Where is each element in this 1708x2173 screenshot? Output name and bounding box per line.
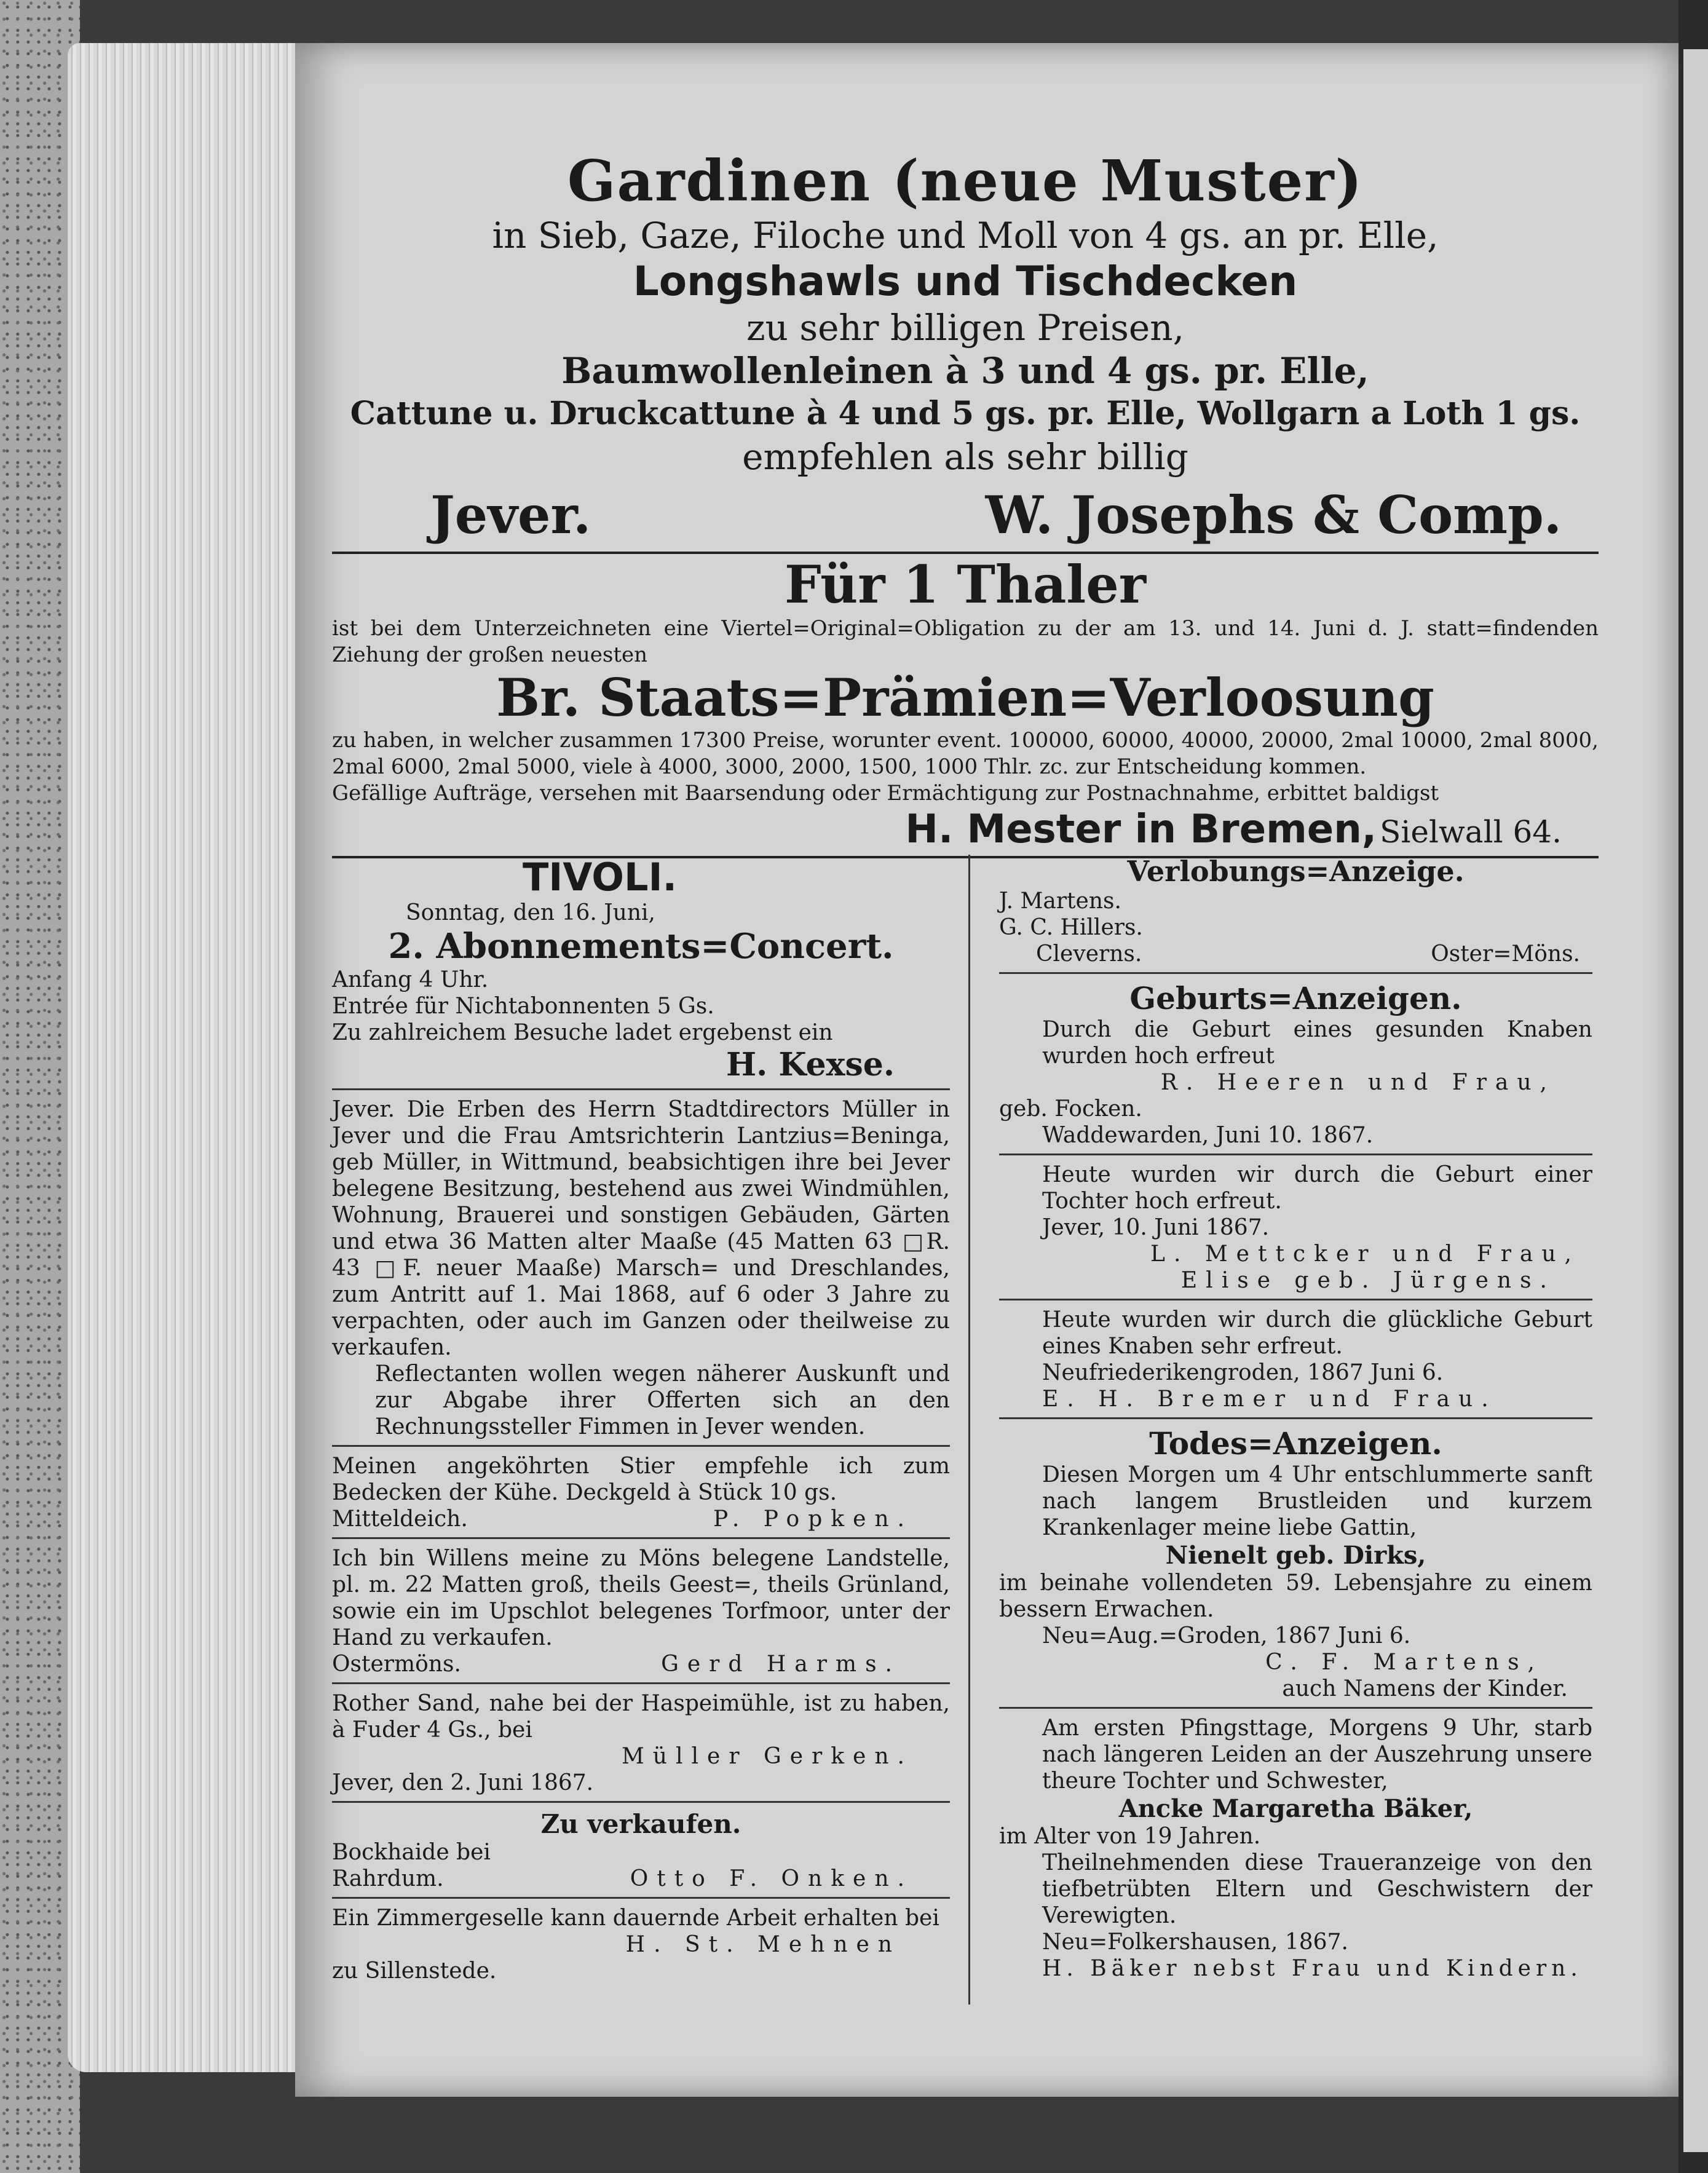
births-title: Geburts=Anzeigen.: [1129, 980, 1462, 1016]
job-place: zu Sillenstede.: [332, 1958, 497, 1984]
birth-notice-1: [999, 1016, 1592, 1155]
death-1-sign: C. F. Martens,: [1265, 1650, 1543, 1675]
deaths-title: Todes=Anzeigen.: [1149, 1425, 1442, 1462]
left-column: [332, 855, 950, 1984]
death-notice-1: [999, 1462, 1592, 1709]
land-name: Gerd Harms.: [661, 1652, 901, 1677]
engagement-place-1: Cleverns.: [1036, 941, 1142, 967]
job-ad: [332, 1905, 950, 1984]
engagement-ad: [999, 855, 1592, 974]
sale-ad: [332, 1809, 950, 1899]
page-stack: [68, 43, 301, 2072]
death-2-text: Am ersten Pfingsttage, Morgens 9 Uhr, starb nach längeren Leiden an der Auszehrung unsere theure Tochter und Schwester,: [1042, 1716, 1592, 1794]
death-2-sign: H. Bäker nebst Frau und Kindern.: [1042, 1956, 1583, 1981]
engagement-place-2: Oster=Möns.: [1431, 941, 1580, 967]
lottery-title: Für 1 Thaler: [784, 554, 1147, 615]
stier-text: Meinen angeköhrten Stier empfehle ich zum Bedecken der Kühe. Deckgeld à Stück 10 gs.: [332, 1454, 950, 1505]
births-section: [999, 980, 1592, 1419]
ad-line-1: in Sieb, Gaze, Filoche und Moll von 4 gs. an pr. Elle,: [492, 215, 1439, 256]
birth-2-text: Heute wurden wir durch die Geburt einer Tochter hoch erfreut.: [1042, 1162, 1592, 1214]
birth-1-date: Waddewarden, Juni 10. 1867.: [1042, 1123, 1374, 1148]
birth-2-date: Jever, 10. Juni 1867.: [1042, 1215, 1270, 1240]
land-sign-row: [332, 1651, 950, 1677]
estate-p1: Jever. Die Erben des Herrn Stadtdirectors Müller in Jever und die Frau Amtsrichterin Lantzius=Beninga, geb Müller, in Wittmund, beabsichtigen ihre bei Jever belegene Besitzung, bestehend aus zwei Windmühlen, Wohnung, Brauerei und sonstigen Gebäuden, Gärten und etwa 36 Matten alter Maaße (45 Matten 63 □R. 43 □F. neuer Maaße) Marsch= und Dreschlandes, zum Antritt auf 1. Mai 1868, auf 6 oder 3 Jahre zu verpachten, oder auch im Ganzen oder theilweise zu verkaufen.: [332, 1097, 950, 1360]
ad-title: Gardinen (neue Muster): [567, 148, 1364, 214]
birth-notice-2: [999, 1162, 1592, 1300]
sale-title: Zu verkaufen.: [540, 1809, 741, 1839]
ad-line-5: Cattune u. Druckcattune à 4 und 5 gs. pr. Elle, Wollgarn a Loth 1 gs.: [350, 395, 1581, 432]
tivoli-title: TIVOLI.: [523, 855, 678, 900]
ad-line-2: Longshawls und Tischdecken: [633, 258, 1298, 305]
death-1-sign-2: auch Namens der Kinder.: [1282, 1676, 1568, 1701]
land-text: Ich bin Willens meine zu Möns belegene Landstelle, pl. m. 22 Matten groß, theils Geest=, theils Grünland, sowie ein im Upschlot belegenes Torfmoor, unter der Hand zu verkaufen.: [332, 1546, 950, 1650]
tivoli-invite: Zu zahlreichem Besuche ladet ergebenst ein: [332, 1020, 833, 1045]
stier-sign-row: [332, 1506, 950, 1532]
engagement-places: [999, 941, 1592, 967]
sand-text: Rother Sand, nahe bei der Haspeimühle, ist zu haben, à Fuder 4 Gs., bei: [332, 1691, 950, 1743]
estate-ad: [332, 1096, 950, 1447]
sale-sign-row: [332, 1866, 950, 1892]
tivoli-entry: Entrée für Nichtabonnenten 5 Gs.: [332, 994, 714, 1019]
birth-1-text: Durch die Geburt eines gesunden Knaben wurden hoch erfreut: [1042, 1017, 1592, 1069]
sale-name: Otto F. Onken.: [630, 1866, 913, 1891]
estate-p2: Reflectanten wollen wegen näherer Auskunft und zur Abgabe ihrer Offerten sich an den Rechnungssteller Fimmen in Jever wenden.: [375, 1361, 950, 1439]
birth-3-name: E. H. Bremer und Frau.: [1042, 1387, 1497, 1412]
job-text: Ein Zimmergeselle kann dauernde Arbeit erhalten bei: [332, 1906, 939, 1931]
tivoli-date: Sonntag, den 16. Juni,: [406, 900, 656, 925]
lottery-signature-name: H. Mester in Bremen,: [905, 807, 1377, 852]
tivoli-sign: H. Kexse.: [726, 1046, 895, 1083]
stier-name: P. Popken.: [713, 1506, 913, 1532]
ad-place: Jever.: [430, 485, 591, 545]
sale-item: Bockhaide bei: [332, 1840, 491, 1865]
death-2-name: Ancke Margaretha Bäker,: [1118, 1794, 1473, 1823]
ad-line-4: Baumwollenleinen à 3 und 4 gs. pr. Elle,: [561, 350, 1369, 392]
header-advertisement: [332, 148, 1599, 858]
death-2-text-2: Theilnehmenden diese Traueranzeige von den tiefbetrübten Eltern und Geschwistern der Verewigten.: [1042, 1850, 1592, 1928]
death-1-date: Neu=Aug.=Groden, 1867 Juni 6.: [1042, 1623, 1411, 1649]
job-name: H. St. Mehnen: [625, 1932, 901, 1957]
ad-line-3: zu sehr billigen Preisen,: [746, 307, 1185, 349]
land-ad: [332, 1545, 950, 1684]
lottery-text-3: Gefällige Aufträge, versehen mit Baarsendung oder Ermächtigung zur Postnachnahme, erbittet baldigst: [332, 781, 1439, 805]
column-divider: [968, 855, 970, 2005]
death-notice-2: [999, 1715, 1592, 1982]
tivoli-ad: [332, 855, 950, 1090]
lottery-text-2: zu haben, in welcher zusammen 17300 Preise, worunter event. 100000, 60000, 40000, 20000, 2mal 10000, 2mal 8000, 2mal 6000, 2mal 5000, viele à 4000, 3000, 2000, 1500, 1000 Thlr. zc. zur Entscheidung kommen.: [332, 728, 1599, 779]
sand-name: Müller Gerken.: [621, 1744, 913, 1769]
death-1-text-2: im beinahe vollendeten 59. Lebensjahre zu einem bessern Erwachen.: [999, 1570, 1592, 1622]
right-column: [999, 855, 1592, 1982]
birth-3-date: Neufriederikengroden, 1867 Juni 6.: [1042, 1360, 1444, 1385]
sand-date: Jever, den 2. Juni 1867.: [332, 1770, 594, 1795]
sand-ad: [332, 1690, 950, 1803]
engagement-name-2: G. C. Hillers.: [999, 915, 1143, 940]
birth-notice-3: [999, 1307, 1592, 1419]
deaths-section: [999, 1425, 1592, 1982]
birth-2-nee: Elise geb. Jürgens.: [1180, 1268, 1556, 1293]
birth-2-name: L. Mettcker und Frau,: [1150, 1241, 1580, 1267]
ad-signature-row: [332, 478, 1599, 545]
death-1-name: Nienelt geb. Dirks,: [1165, 1541, 1426, 1570]
death-2-place: Neu=Folkershausen, 1867.: [1042, 1930, 1348, 1955]
engagement-name-1: J. Martens.: [999, 889, 1121, 914]
ad-line-6: empfehlen als sehr billig: [742, 436, 1188, 478]
death-2-age: im Alter von 19 Jahren.: [999, 1824, 1261, 1849]
death-1-text: Diesen Morgen um 4 Uhr entschlummerte sanft nach langem Brustleiden und kurzem Krankenlager meine liebe Gattin,: [1042, 1462, 1592, 1540]
stier-ad: [332, 1453, 950, 1539]
birth-1-name: R. Heeren und Frau,: [1160, 1070, 1556, 1095]
lottery-text-1: ist bei dem Unterzeichneten eine Viertel=Original=Obligation zu der am 13. und 14. Juni d. J. statt=findenden Ziehung der großen neuesten: [332, 616, 1599, 667]
land-place: Ostermöns.: [332, 1652, 461, 1677]
birth-3-text: Heute wurden wir durch die glückliche Geburt eines Knaben sehr erfreut.: [1042, 1307, 1592, 1359]
lottery-signature-address: Sielwall 64.: [1380, 814, 1562, 850]
lottery-signature: [332, 807, 1599, 852]
birth-1-nee: geb. Focken.: [999, 1096, 1142, 1122]
ad-firm: W. Josephs & Comp.: [985, 485, 1562, 545]
tivoli-concert: 2. Abonnements=Concert.: [388, 926, 894, 967]
next-page-strip: [1683, 49, 1708, 2152]
engagement-title: Verlobungs=Anzeige.: [1127, 855, 1465, 888]
tivoli-start: Anfang 4 Uhr.: [332, 967, 489, 992]
lottery-heading: Br. Staats=Prämien=Verloosung: [496, 667, 1434, 728]
sale-place: Rahrdum.: [332, 1866, 444, 1891]
stier-place: Mitteldeich.: [332, 1506, 468, 1532]
